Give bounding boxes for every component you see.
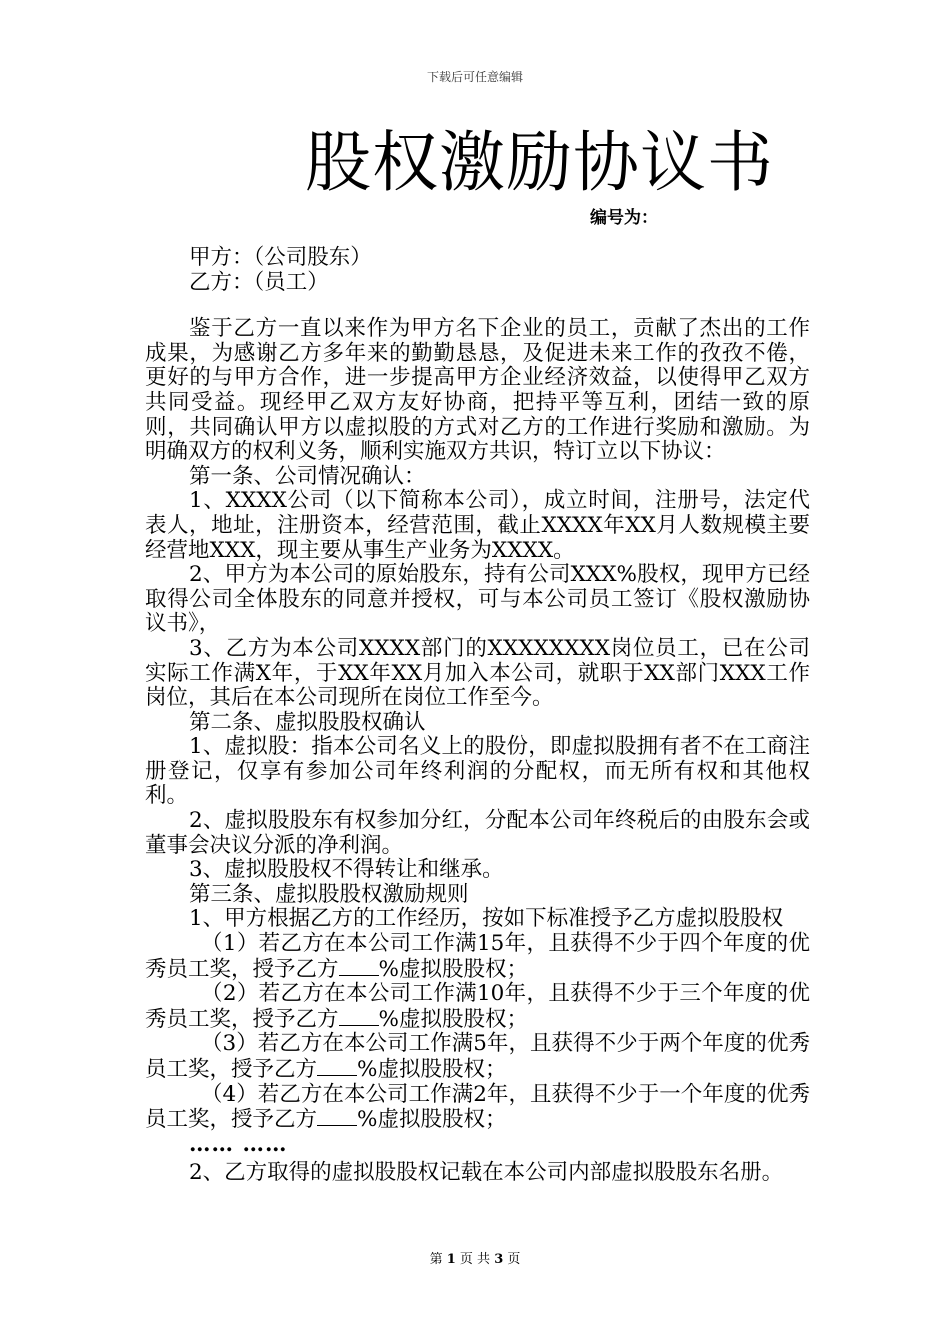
- article-2-item-1: 1、虚拟股：指本公司名义上的股份，即虚拟股拥有者不在工商注册登记，仅享有参加公司年终利润的分配权，而无所有权和其他权利。: [145, 734, 810, 809]
- footer-page-number: 1: [446, 1252, 456, 1267]
- document-body: [145, 246, 810, 1186]
- preamble: 鉴于乙方一直以来作为甲方名下企业的员工，贡献了杰出的工作成果，为感谢乙方多年来的勤勤恳恳，及促进未来工作的孜孜不倦，更好的与甲方合作，进一步提高甲方企业经济效益，以使得甲乙双方共同受益。现经甲乙双方友好协商，把持平等互利，团结一致的原则，共同确认甲方以虚拟股的方式对乙方的工作进行奖励和激励。为明确双方的权利义务，顺利实施双方共识，特订立以下协议：: [145, 316, 810, 465]
- blank-field: [339, 1007, 379, 1026]
- article-2-heading: 第二条、虚拟股股权确认: [189, 709, 426, 735]
- article-1-item-3: 3、乙方为本公司XXXX部门的XXXXXXXX岗位员工，已在公司实际工作满X年，于XX年XX月加入本公司，就职于XX部门XXX工作岗位，其后在本公司现所在岗位工作至今。: [145, 635, 810, 711]
- document-title: 股权激励协议书: [305, 124, 774, 201]
- article-2-item-3: 3、虚拟股股权不得转让和继承。: [189, 857, 504, 883]
- ellipsis: …… ……: [189, 1131, 288, 1157]
- subitem-tail: %虚拟股股权；: [357, 1057, 507, 1082]
- article-3-item-1: 1、甲方根据乙方的工作经历，按如下标准授予乙方虚拟股股权: [189, 906, 784, 932]
- article-3-subitem-1: [145, 932, 810, 982]
- subitem-text: （3）若乙方在本公司工作满5年，且获得不少于两个年度的优秀员工奖，授予乙方: [145, 1031, 810, 1082]
- article-3-subitem-2: [145, 982, 810, 1032]
- blank-field: [317, 1107, 357, 1126]
- subitem-text: （2）若乙方在本公司工作满10年，且获得不少于三个年度的优秀员工奖，授予乙方: [145, 981, 810, 1032]
- footer-middle: 页 共: [459, 1252, 491, 1267]
- article-3-heading: 第三条、虚拟股股权激励规则: [189, 881, 469, 907]
- footer-suffix: 页: [507, 1252, 521, 1267]
- subitem-text: （1）若乙方在本公司工作满15年，且获得不少于四个年度的优秀员工奖，授予乙方: [145, 931, 810, 982]
- subitem-tail: %虚拟股股权；: [378, 956, 528, 982]
- party-b: 乙方：（员工）: [189, 269, 329, 295]
- blank-field: [317, 1057, 357, 1076]
- header-note: 下载后可任意编辑: [426, 70, 523, 84]
- subitem-text: （4）若乙方在本公司工作满2年，且获得不少于一个年度的优秀员工奖，授予乙方: [145, 1081, 810, 1133]
- article-3-subitem-3: [145, 1032, 810, 1082]
- article-3-subitem-4: [145, 1083, 810, 1133]
- article-1-heading: 第一条、公司情况确认：: [189, 463, 426, 489]
- page-footer: [0, 1248, 950, 1267]
- article-1-item-2: 2、甲方为本公司的原始股东，持有公司XXX%股权，现甲方已经取得公司全体股东的同意并授权，可与本公司员工签订《股权激励协议书》，: [145, 562, 810, 637]
- document-number-label: 编号为：: [590, 208, 658, 228]
- article-1-item-1: 1、XXXX公司（以下简称本公司），成立时间，注册号，法定代表人，地址，注册资本，经营范围，截止XXXX年XX月人数规模主要经营地XXX，现主要从事生产业务为XXXX。: [145, 488, 810, 563]
- article-3-item-2: 2、乙方取得的虚拟股股权记载在本公司内部虚拟股股东名册。: [189, 1160, 784, 1186]
- footer-prefix: 第: [429, 1252, 443, 1267]
- footer-total-pages: 3: [494, 1252, 504, 1267]
- blank-field: [339, 957, 379, 976]
- subitem-tail: %虚拟股股权；: [378, 1006, 528, 1032]
- party-a: 甲方：（公司股东）: [189, 245, 372, 270]
- article-2-item-2: 2、虚拟股股东有权参加分红，分配本公司年终税后的由股东会或董事会决议分派的净利润。: [145, 808, 810, 858]
- subitem-tail: %虚拟股股权；: [357, 1107, 507, 1133]
